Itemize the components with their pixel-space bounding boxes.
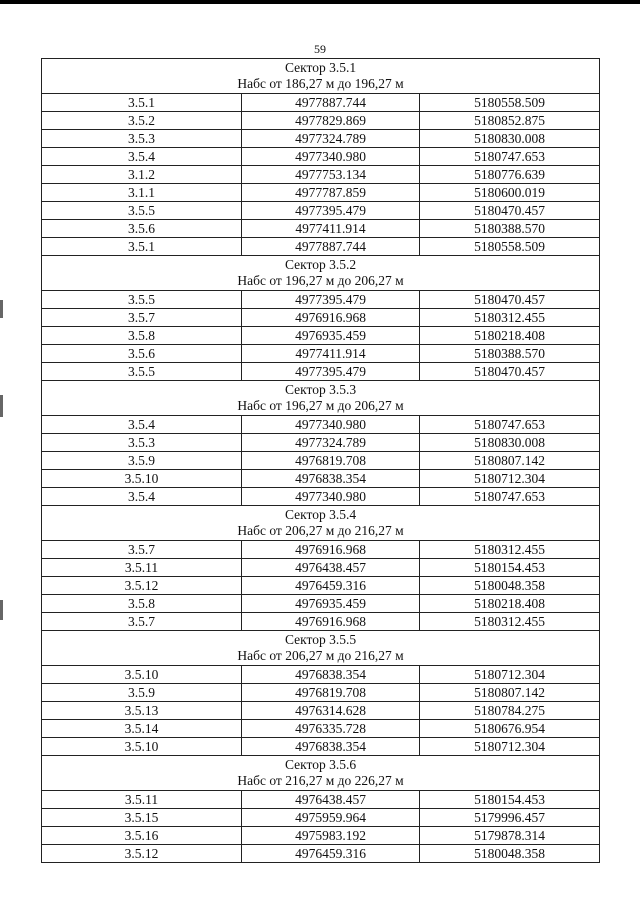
x-coordinate-cell: 4977787.859 — [242, 184, 420, 202]
y-coordinate-cell: 5180470.457 — [420, 202, 600, 220]
table-row — [42, 434, 600, 452]
x-coordinate-cell: 4976335.728 — [242, 720, 420, 738]
table-row — [42, 112, 600, 130]
y-coordinate-cell: 5180154.453 — [420, 791, 600, 809]
point-id-cell: 3.5.3 — [42, 434, 242, 452]
sector-header-row — [42, 59, 600, 94]
y-coordinate-cell: 5180558.509 — [420, 94, 600, 112]
y-coordinate-cell: 5180676.954 — [420, 720, 600, 738]
table-row — [42, 791, 600, 809]
point-id-cell: 3.5.15 — [42, 809, 242, 827]
x-coordinate-cell: 4976314.628 — [242, 702, 420, 720]
scan-margin-mark — [0, 600, 3, 620]
y-coordinate-cell: 5180747.653 — [420, 488, 600, 506]
y-coordinate-cell: 5180784.275 — [420, 702, 600, 720]
point-id-cell: 3.5.12 — [42, 845, 242, 863]
x-coordinate-cell: 4977340.980 — [242, 148, 420, 166]
table-row — [42, 166, 600, 184]
y-coordinate-cell: 5180388.570 — [420, 345, 600, 363]
sector-header-row — [42, 756, 600, 791]
table-row — [42, 220, 600, 238]
point-id-cell: 3.5.14 — [42, 720, 242, 738]
coordinates-table-body — [42, 59, 600, 863]
x-coordinate-cell: 4977395.479 — [242, 291, 420, 309]
point-id-cell: 3.5.9 — [42, 684, 242, 702]
y-coordinate-cell: 5180312.455 — [420, 613, 600, 631]
point-id-cell: 3.5.1 — [42, 238, 242, 256]
point-id-cell: 3.5.4 — [42, 416, 242, 434]
point-id-cell: 3.5.16 — [42, 827, 242, 845]
table-row — [42, 148, 600, 166]
table-row — [42, 827, 600, 845]
sector-title: Сектор 3.5.4 — [284, 507, 357, 522]
table-row — [42, 577, 600, 595]
x-coordinate-cell: 4976838.354 — [242, 470, 420, 488]
sector-elevation-range: Набс от 206,27 м до 216,27 м — [237, 523, 404, 538]
y-coordinate-cell: 5180852.875 — [420, 112, 600, 130]
y-coordinate-cell: 5180218.408 — [420, 327, 600, 345]
sector-title: Сектор 3.5.5 — [284, 632, 357, 647]
table-row — [42, 613, 600, 631]
x-coordinate-cell: 4976459.316 — [242, 845, 420, 863]
y-coordinate-cell: 5180312.455 — [420, 309, 600, 327]
y-coordinate-cell: 5180470.457 — [420, 291, 600, 309]
sector-title: Сектор 3.5.1 — [284, 60, 357, 75]
table-row — [42, 809, 600, 827]
point-id-cell: 3.5.10 — [42, 738, 242, 756]
y-coordinate-cell: 5180830.008 — [420, 130, 600, 148]
table-row — [42, 738, 600, 756]
x-coordinate-cell: 4975959.964 — [242, 809, 420, 827]
x-coordinate-cell: 4977411.914 — [242, 220, 420, 238]
x-coordinate-cell: 4976838.354 — [242, 666, 420, 684]
sector-elevation-range: Набс от 206,27 м до 216,27 м — [237, 648, 404, 663]
table-row — [42, 184, 600, 202]
y-coordinate-cell: 5180830.008 — [420, 434, 600, 452]
table-row — [42, 666, 600, 684]
y-coordinate-cell: 5180807.142 — [420, 452, 600, 470]
sector-header-row — [42, 506, 600, 541]
point-id-cell: 3.5.7 — [42, 309, 242, 327]
x-coordinate-cell: 4976916.968 — [242, 613, 420, 631]
y-coordinate-cell: 5180712.304 — [420, 738, 600, 756]
point-id-cell: 3.5.8 — [42, 327, 242, 345]
sector-header-row — [42, 631, 600, 666]
point-id-cell: 3.5.13 — [42, 702, 242, 720]
table-row — [42, 202, 600, 220]
y-coordinate-cell: 5179878.314 — [420, 827, 600, 845]
point-id-cell: 3.5.5 — [42, 202, 242, 220]
sector-header — [42, 381, 600, 416]
table-row — [42, 595, 600, 613]
x-coordinate-cell: 4976819.708 — [242, 684, 420, 702]
scan-margin-mark — [0, 395, 3, 417]
y-coordinate-cell: 5180048.358 — [420, 577, 600, 595]
x-coordinate-cell: 4976935.459 — [242, 327, 420, 345]
point-id-cell: 3.5.12 — [42, 577, 242, 595]
table-row — [42, 720, 600, 738]
point-id-cell: 3.5.3 — [42, 130, 242, 148]
point-id-cell: 3.5.5 — [42, 291, 242, 309]
y-coordinate-cell: 5180712.304 — [420, 666, 600, 684]
x-coordinate-cell: 4975983.192 — [242, 827, 420, 845]
x-coordinate-cell: 4977395.479 — [242, 363, 420, 381]
table-row — [42, 488, 600, 506]
scan-top-edge — [0, 0, 640, 4]
point-id-cell: 3.5.6 — [42, 345, 242, 363]
point-id-cell: 3.5.2 — [42, 112, 242, 130]
y-coordinate-cell: 5180388.570 — [420, 220, 600, 238]
y-coordinate-cell: 5180747.653 — [420, 416, 600, 434]
sector-header — [42, 756, 600, 791]
point-id-cell: 3.5.10 — [42, 666, 242, 684]
sector-header — [42, 631, 600, 666]
x-coordinate-cell: 4976819.708 — [242, 452, 420, 470]
sector-title: Сектор 3.5.6 — [284, 757, 357, 772]
table-row — [42, 416, 600, 434]
page-number: 59 — [314, 42, 326, 56]
table-row — [42, 702, 600, 720]
x-coordinate-cell: 4977411.914 — [242, 345, 420, 363]
sector-header-row — [42, 256, 600, 291]
table-row — [42, 363, 600, 381]
point-id-cell: 3.5.1 — [42, 94, 242, 112]
table-row — [42, 684, 600, 702]
y-coordinate-cell: 5180807.142 — [420, 684, 600, 702]
sector-title: Сектор 3.5.3 — [284, 382, 357, 397]
x-coordinate-cell: 4977753.134 — [242, 166, 420, 184]
x-coordinate-cell: 4977340.980 — [242, 416, 420, 434]
x-coordinate-cell: 4976838.354 — [242, 738, 420, 756]
sector-header-row — [42, 381, 600, 416]
x-coordinate-cell: 4977829.869 — [242, 112, 420, 130]
point-id-cell: 3.5.4 — [42, 488, 242, 506]
table-row — [42, 345, 600, 363]
y-coordinate-cell: 5180712.304 — [420, 470, 600, 488]
x-coordinate-cell: 4976459.316 — [242, 577, 420, 595]
table-row — [42, 541, 600, 559]
coordinates-table — [41, 58, 600, 863]
x-coordinate-cell: 4976916.968 — [242, 541, 420, 559]
sector-elevation-range: Набс от 196,27 м до 206,27 м — [237, 398, 404, 413]
y-coordinate-cell: 5180218.408 — [420, 595, 600, 613]
table-row — [42, 94, 600, 112]
sector-header — [42, 59, 600, 94]
x-coordinate-cell: 4976438.457 — [242, 791, 420, 809]
table-row — [42, 130, 600, 148]
table-row — [42, 452, 600, 470]
sector-elevation-range: Набс от 196,27 м до 206,27 м — [237, 273, 404, 288]
table-row — [42, 845, 600, 863]
table-row — [42, 559, 600, 577]
y-coordinate-cell: 5179996.457 — [420, 809, 600, 827]
point-id-cell: 3.5.11 — [42, 791, 242, 809]
y-coordinate-cell: 5180312.455 — [420, 541, 600, 559]
point-id-cell: 3.5.7 — [42, 541, 242, 559]
y-coordinate-cell: 5180747.653 — [420, 148, 600, 166]
sector-header — [42, 506, 600, 541]
scan-margin-mark — [0, 300, 3, 318]
y-coordinate-cell: 5180600.019 — [420, 184, 600, 202]
x-coordinate-cell: 4977887.744 — [242, 94, 420, 112]
y-coordinate-cell: 5180154.453 — [420, 559, 600, 577]
point-id-cell: 3.5.8 — [42, 595, 242, 613]
table-row — [42, 309, 600, 327]
x-coordinate-cell: 4976916.968 — [242, 309, 420, 327]
x-coordinate-cell: 4977887.744 — [242, 238, 420, 256]
x-coordinate-cell: 4977395.479 — [242, 202, 420, 220]
y-coordinate-cell: 5180776.639 — [420, 166, 600, 184]
point-id-cell: 3.5.9 — [42, 452, 242, 470]
x-coordinate-cell: 4977340.980 — [242, 488, 420, 506]
x-coordinate-cell: 4977324.789 — [242, 434, 420, 452]
sector-elevation-range: Набс от 216,27 м до 226,27 м — [237, 773, 404, 788]
point-id-cell: 3.1.1 — [42, 184, 242, 202]
y-coordinate-cell: 5180558.509 — [420, 238, 600, 256]
table-row — [42, 470, 600, 488]
point-id-cell: 3.5.11 — [42, 559, 242, 577]
point-id-cell: 3.1.2 — [42, 166, 242, 184]
table-row — [42, 238, 600, 256]
table-row — [42, 291, 600, 309]
sector-title: Сектор 3.5.2 — [284, 257, 357, 272]
y-coordinate-cell: 5180048.358 — [420, 845, 600, 863]
point-id-cell: 3.5.6 — [42, 220, 242, 238]
sector-elevation-range: Набс от 186,27 м до 196,27 м — [237, 76, 404, 91]
point-id-cell: 3.5.10 — [42, 470, 242, 488]
point-id-cell: 3.5.5 — [42, 363, 242, 381]
table-row — [42, 327, 600, 345]
point-id-cell: 3.5.7 — [42, 613, 242, 631]
point-id-cell: 3.5.4 — [42, 148, 242, 166]
x-coordinate-cell: 4976935.459 — [242, 595, 420, 613]
sector-header — [42, 256, 600, 291]
x-coordinate-cell: 4976438.457 — [242, 559, 420, 577]
y-coordinate-cell: 5180470.457 — [420, 363, 600, 381]
x-coordinate-cell: 4977324.789 — [242, 130, 420, 148]
